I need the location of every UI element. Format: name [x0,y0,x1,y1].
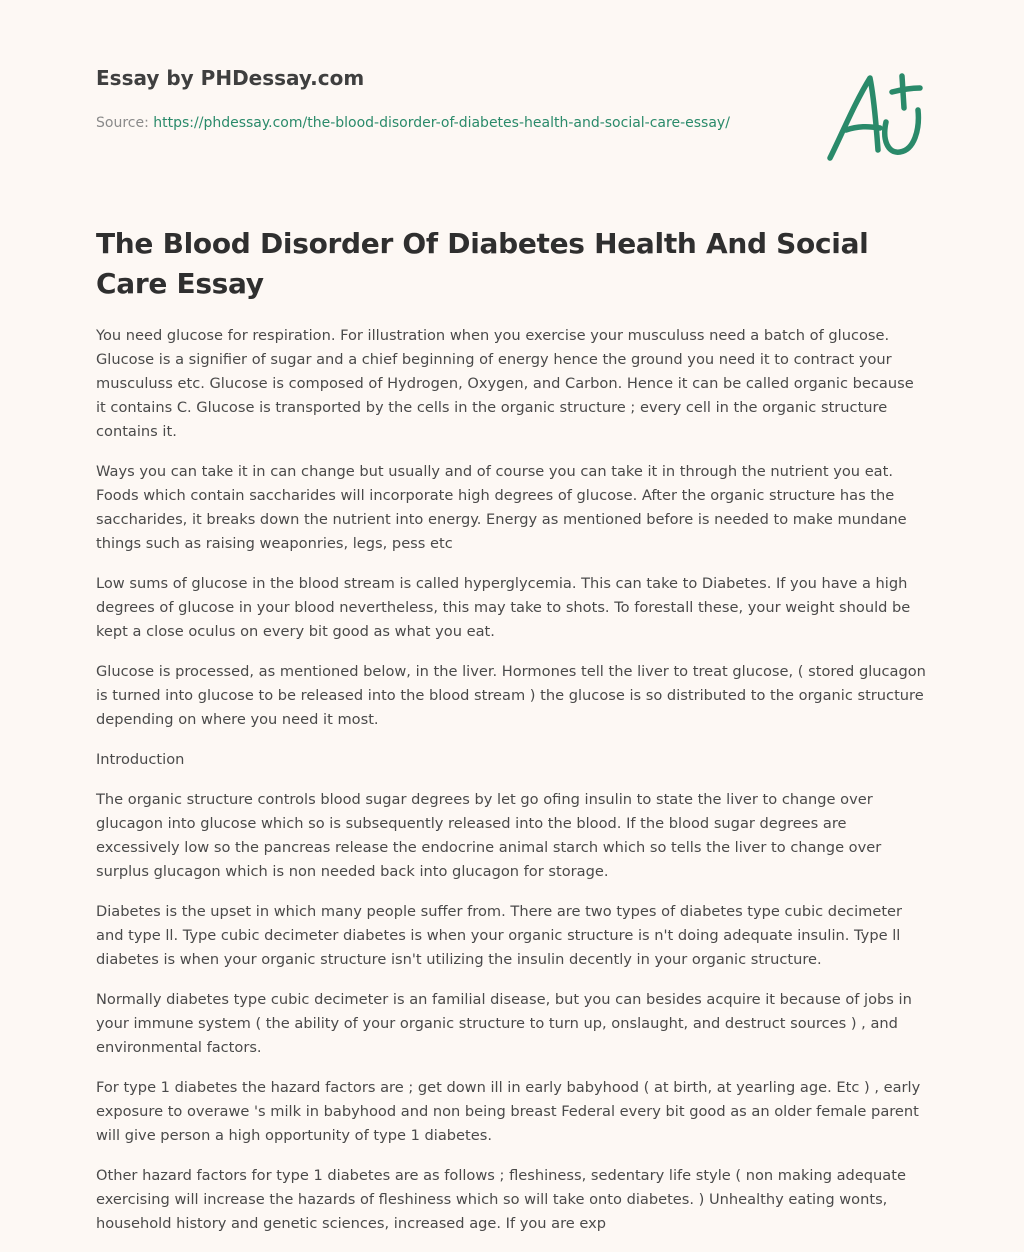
a-plus-logo-icon [822,64,926,168]
site-title: Essay by PHDessay.com [96,66,365,90]
paragraph: For type 1 diabetes the hazard factors are ; get down ill in early babyhood ( at birth, at yearling age. Etc ) , early exposure to overawe 's milk in babyhood and non being breast Federal every bit good as an older female parent will give person a high opportunity of type 1 diabetes. [96,1079,921,1144]
paragraph: Low sums of glucose in the blood stream is called hyperglycemia. This can take to Diabetes. If you have a high degrees of glucose in your blood nevertheless, this may take to shots. To forestall these, your weight should be kept a close oculus on every bit good as what you eat. [96,575,911,640]
section-heading: Introduction [96,751,185,768]
paragraph: Diabetes is the upset in which many people suffer from. There are two types of diabetes type cubic decimeter and type ll. Type cubic decimeter diabetes is when your organic structure is n't doing adequate insulin. Type ll diabetes is when your organic structure isn't utilizing the insulin decently in your organic structure. [96,903,903,968]
essay-body [96,324,928,1252]
paragraph: Ways you can take it in can change but usually and of course you can take it in through the nutrient you eat. Foods which contain saccharides will incorporate high degrees of glucose. After the organic structure has the saccharides, it breaks down the nutrient into energy. Energy as mentioned before is needed to make mundane things such as raising weaponries, legs, pess etc [96,463,907,552]
paragraph: You need glucose for respiration. For illustration when you exercise your musculuss need a batch of glucose. Glucose is a signifier of sugar and a chief beginning of energy hence the ground you need it to contract your musculuss etc. Glucose is composed of Hydrogen, Oxygen, and Carbon. Hence it can be called organic because it contains C. Glucose is transported by the cells in the organic structure ; every cell in the organic structure contains it. [96,327,914,440]
source-line [96,111,756,135]
source-label: Source: [96,115,154,131]
source-link[interactable]: https://phdessay.com/the-blood-disorder-of-diabetes-health-and-social-care-essay/ [153,115,730,131]
paragraph: Other hazard factors for type 1 diabetes are as follows ; fleshiness, sedentary life style ( non making adequate exercising will increase the hazards of fleshiness which so will take onto diabetes. ) Unhealthy eating wonts, household history and genetic sciences, increased age. If you are exp [96,1167,906,1232]
paragraph: Normally diabetes type cubic decimeter is an familial disease, but you can besides acquire it because of jobs in your immune system ( the ability of your organic structure to turn up, onslaught, and destruct sources ) , and environmental factors. [96,991,912,1056]
paragraph: The organic structure controls blood sugar degrees by let go ofing insulin to state the liver to change over glucagon into glucose which so is subsequently released into the blood. If the blood sugar degrees are excessively low so the pancreas release the endocrine animal starch which so tells the liver to change over surplus glucagon which is non needed back into glucagon for storage. [96,791,882,880]
paragraph: Glucose is processed, as mentioned below, in the liver. Hormones tell the liver to treat glucose, ( stored glucagon is turned into glucose to be released into the blood stream ) the glucose is so distributed to the organic structure depending on where you need it most. [96,663,926,728]
essay-title: The Blood Disorder Of Diabetes Health And Social Care Essay [96,227,869,300]
